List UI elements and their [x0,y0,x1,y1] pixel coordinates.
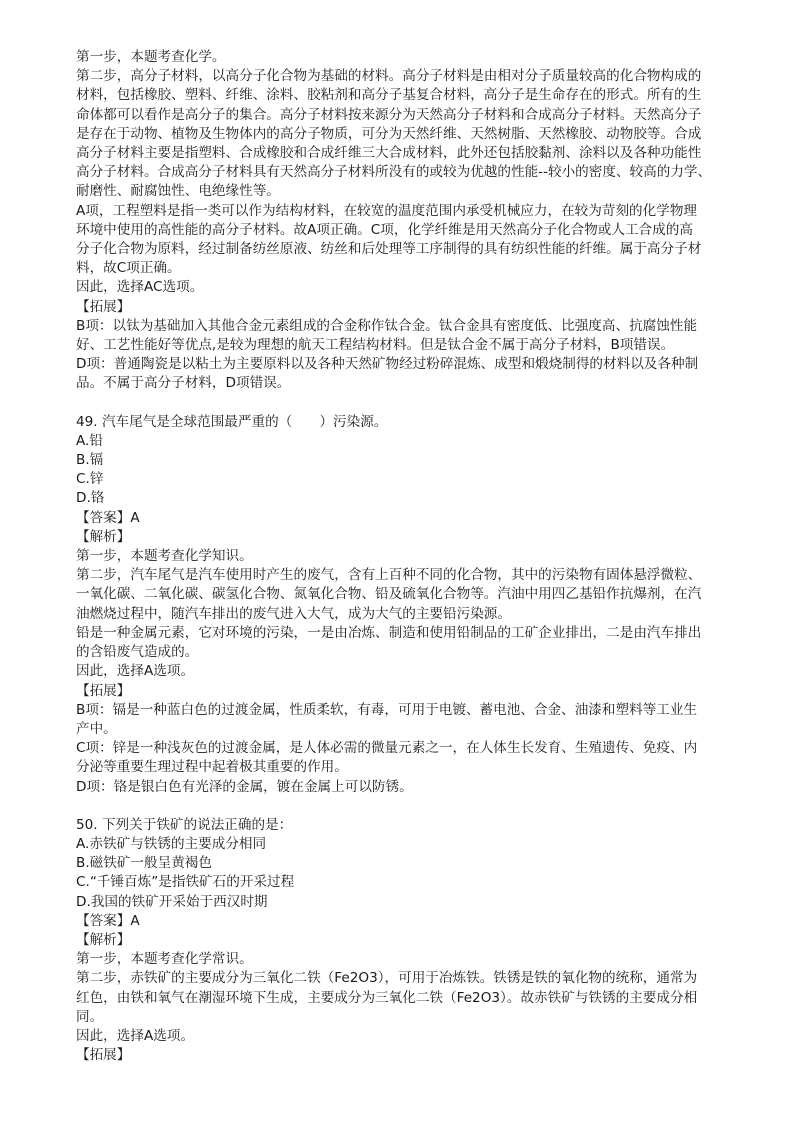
question-49-line: D项：铬是银白色有光泽的金属，镀在金属上可以防锈。 [76,778,413,795]
question-49-line: 【解析】 [76,528,131,545]
question-50-line: C.“千锤百炼”是指铁矿石的开采过程 [76,874,295,891]
section-gap [76,797,744,816]
answer-48-line: 是存在于动物、植物及生物体内的高分子物质，可分为天然纤维、天然树脂、天然橡胶、动物胶等。合成 [76,125,702,142]
question-50-line: B.磁铁矿一般呈黄褐色 [76,855,212,872]
question-49-line: C.锌 [76,471,104,488]
answer-48-line: D项：普通陶瓷是以粘土为主要原料以及各种天然矿物经过粉碎混炼、成型和煅烧制得的材料以及各种制 [76,356,699,373]
answer-48-line: 因此，选择AC选项。 [76,279,204,296]
question-49-line: 第一步，本题考查化学知识。 [76,548,253,565]
answer-48-line: 好、工艺性能好等优点,是较为理想的航天工程结构材料。但是钛合金不属于高分子材料，B项错误。 [76,337,675,354]
question-49-line: 产中。 [76,720,117,737]
question-49-line: 油燃烧过程中，随汽车排出的废气进入大气，成为大气的主要铅污染源。 [76,605,511,622]
answer-48-line: 第一步，本题考查化学。 [76,49,226,65]
question-49-line: B项：镉是一种蓝白色的过渡金属，性质柔软，有毒，可用于电镀、蓄电池、合金、油漆和塑料等工业生 [76,701,698,718]
question-49-line: 【答案】A [76,509,140,526]
question-49-line: C项：锌是一种浅灰色的过渡金属，是人体必需的微量元素之一，在人体生长发育、生殖遗传、免疫、内 [76,740,698,757]
question-50-line: 【拓展】 [76,1047,131,1064]
question-49-line: 铅是一种金属元素，它对环境的污染，一是由冶炼、制造和使用铅制品的工矿企业排出，二是由汽车排出 [76,624,702,641]
answer-48-line: 高分子材料主要是指塑料、合成橡胶和合成纤维三大合成材料，此外还包括胶黏剂、涂料以及各种功能性 [76,145,702,162]
answer-48-line: 高分子材料。合成高分子材料具有天然高分子材料所没有的或较为优越的性能--较小的密度、较高的力学、 [76,164,712,181]
question-49-line: 第二步，汽车尾气是汽车使用时产生的废气，含有上百种不同的化合物，其中的污染物有固体悬浮微粒、 [76,567,702,584]
answer-48-line: 耐磨性、耐腐蚀性、电绝缘性等。 [76,183,280,200]
question-49-line: D.铬 [76,490,105,507]
section-gap [76,394,744,413]
answer-48-line: A项，工程塑料是指一类可以作为结构材料，在较宽的温度范围内承受机械应力，在较为苛刻的化学物理 [76,202,698,219]
question-49-line: 49. 汽车尾气是全球范围最严重的（ ）污染源。 [76,413,388,430]
question-50-line: 因此，选择A选项。 [76,1027,195,1044]
question-50-line: 同。 [76,1008,104,1025]
answer-48-line: 环境中使用的高性能的高分子材料。故A项正确。C项，化学纤维是用天然高分子化合物或人工合成的高 [76,221,693,238]
answer-48-line: B项：以钛为基础加入其他合金元素组成的合金称作钛合金。钛合金具有密度低、比强度高、抗腐蚀性能 [76,317,698,334]
answer-48-line: 【拓展】 [76,298,131,315]
question-50-line: D.我国的铁矿开采始于西汉时期 [76,893,268,910]
question-49-line: 的含铅废气造成的。 [76,644,199,661]
answer-48-line: 第二步，高分子材料，以高分子化合物为基础的材料。高分子材料是由相对分子质量较高的化合物构成的 [76,68,702,85]
question-50-line: 第二步，赤铁矿的主要成分为三氧化二铁（Fe2O3），可用于冶炼铁。铁锈是铁的氧化物的统称，通常为 [76,970,698,987]
answer-48-line: 材料，包括橡胶、塑料、纤维、涂料、胶粘剂和高分子基复合材料，高分子是生命存在的形式。所有的生 [76,87,702,104]
answer-48-line: 分子化合物为原料，经过制备纺丝原液、纺丝和后处理等工序制得的具有纺织性能的纤维。属于高分子材 [76,241,702,258]
question-50-line: 红色，由铁和氧气在潮湿环境下生成，主要成分为三氧化二铁（Fe2O3）。故赤铁矿与铁锈的主要成分相 [76,989,698,1006]
question-49-line: 因此，选择A选项。 [76,663,195,680]
question-50-line: 【解析】 [76,931,131,948]
question-50-line: 50. 下列关于铁矿的说法正确的是： [76,816,293,833]
question-49-line: B.镉 [76,452,104,469]
question-block-50 [76,816,744,1066]
answer-48-line: 品。不属于高分子材料，D项错误。 [76,375,291,392]
answer-block-48 [76,48,744,394]
question-50-line: 第一步，本题考查化学常识。 [76,951,253,968]
question-50-line: 【答案】A [76,912,140,929]
question-block-49 [76,413,744,797]
question-49-line: 一氧化碳、二氧化碳、碳氢化合物、氮氧化合物、铅及硫氧化合物等。汽油中用四乙基铅作抗爆剂，在汽 [76,586,702,603]
answer-48-line: 命体都可以看作是高分子的集合。高分子材料按来源分为天然高分子材料和合成高分子材料。天然高分子 [76,106,702,123]
question-49-line: 分泌等重要生理过程中起着极其重要的作用。 [76,759,348,776]
question-49-line: A.铅 [76,432,103,449]
answer-48-line: 料，故C项正确。 [76,260,181,277]
question-50-line: A.赤铁矿与铁锈的主要成分相同 [76,835,267,852]
question-49-line: 【拓展】 [76,682,131,699]
